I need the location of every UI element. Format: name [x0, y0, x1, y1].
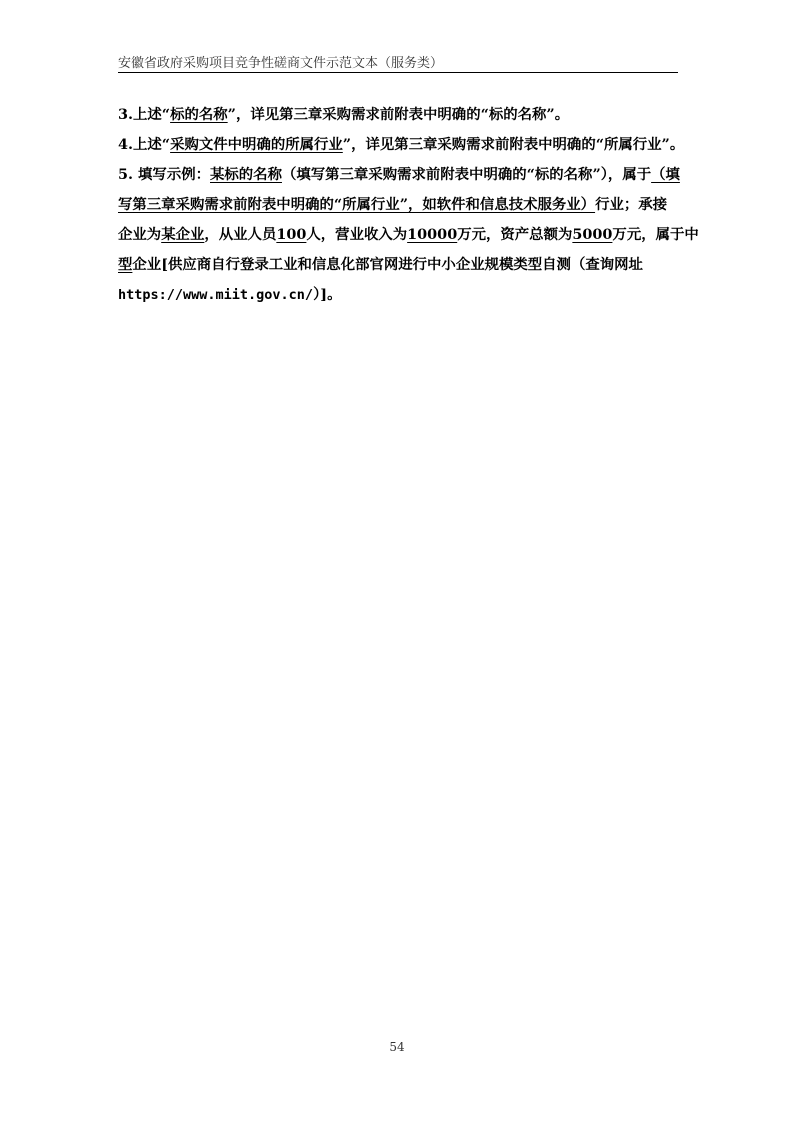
- note-5-staff-value: 100: [276, 226, 307, 243]
- note-5-line-4: [118, 250, 678, 280]
- note-5-belongs-to: ，属于: [607, 166, 652, 183]
- note-5-line-2: [118, 190, 678, 220]
- note-5-assets-value: 5000: [572, 226, 613, 243]
- note-4-suffix: ”，详见第三章采购需求前附表中明确的“所属行业”。: [342, 136, 685, 153]
- note-5-industry-suffix: 行业；承接: [595, 196, 668, 213]
- note-4-prefix: 4.上述“: [118, 136, 171, 153]
- document-body: [118, 100, 699, 310]
- note-5-company-prefix: 企业为: [118, 226, 162, 243]
- note-5-industry-1: （填: [651, 166, 680, 183]
- note-5-staff-suffix: 人，营业收入为: [306, 226, 408, 243]
- note-3-term: 标的名称: [170, 106, 228, 123]
- note-5-size-suffix: 企业: [132, 256, 162, 273]
- note-3-suffix: ”，详见第三章采购需求前附表中明确的“标的名称”。: [227, 106, 570, 123]
- note-5-size-value: 型: [118, 256, 133, 273]
- note-5-item-name: 某标的名称: [210, 166, 282, 183]
- note-5-line-3: [118, 220, 699, 250]
- note-5-assets-suffix: 万元，属于中: [612, 226, 699, 243]
- note-5-staff-prefix: ，从业人员: [204, 226, 277, 243]
- note-5-url[interactable]: https://www.miit.gov.cn/: [118, 287, 314, 303]
- note-4: [118, 130, 685, 160]
- note-5-company-name: 某企业: [161, 226, 205, 243]
- header-divider: [118, 72, 678, 73]
- note-5-industry-2: 写第三章采购需求前附表中明确的“所属行业”，如软件和信息技术服务业）: [118, 196, 596, 213]
- note-5-line-1: [118, 160, 678, 190]
- note-4-term: 采购文件中明确的所属行业: [170, 136, 343, 153]
- note-5-bracket-end: ）]。: [313, 286, 342, 303]
- note-5-item-note: （填写第三章采购需求前附表中明确的“标的名称”）: [281, 166, 608, 183]
- page-number: 54: [389, 1040, 405, 1054]
- note-5-revenue-value: 10000: [407, 226, 458, 243]
- note-3: [118, 100, 678, 130]
- note-5-bracket-note: [供应商自行登录工业和信息化部官网进行中小企业规模类型自测（查询网址: [161, 256, 643, 273]
- note-5-label: 5. 填写示例：: [118, 166, 210, 183]
- note-5-revenue-suffix: 万元，资产总额为: [457, 226, 573, 243]
- note-3-prefix: 3.上述“: [118, 106, 171, 123]
- running-header: 安徽省政府采购项目竞争性磋商文件示范文本（服务类）: [118, 56, 444, 71]
- note-5-line-5: [118, 280, 678, 310]
